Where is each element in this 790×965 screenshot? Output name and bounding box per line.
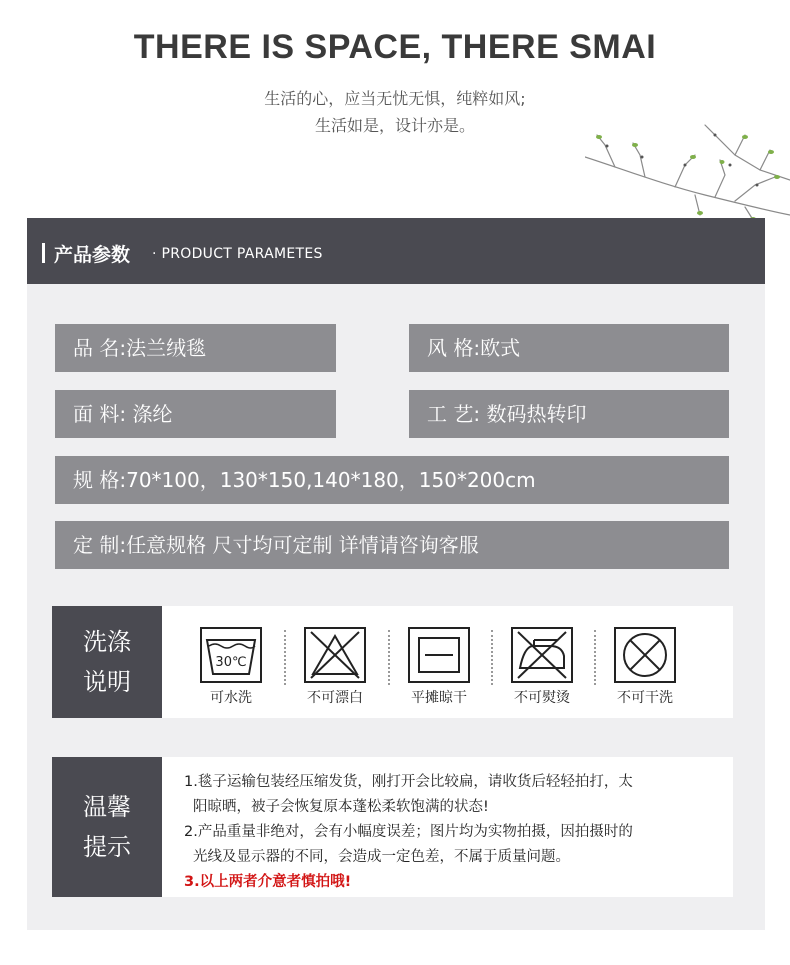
caption-no-iron: 不可熨烫	[514, 690, 570, 706]
param-size: 规 格:70*100，130*150,140*180，150*200cm	[55, 456, 729, 504]
caption-no-bleach: 不可漂白	[307, 690, 363, 706]
param-material: 面 料: 涤纶	[55, 390, 336, 438]
no-dry-clean-icon	[613, 626, 677, 684]
section-header-bar	[27, 218, 765, 284]
wash-label	[52, 606, 162, 718]
washtub-30-icon	[199, 626, 263, 684]
tips-label	[52, 757, 162, 897]
param-name: 品 名:法兰绒毯	[55, 324, 336, 372]
wash-label-line1: 洗涤	[83, 628, 131, 656]
divider	[284, 630, 286, 685]
section-title-cn: 产品参数	[54, 244, 131, 266]
flat-dry-icon	[407, 626, 471, 684]
divider	[594, 630, 596, 685]
divider	[388, 630, 390, 685]
caption-flat-dry: 平摊晾干	[411, 690, 467, 706]
hero-slogan-line2: 生活如是，设计亦是。	[314, 116, 475, 135]
tips-label-line1: 温馨	[83, 793, 131, 821]
branch-decoration	[585, 115, 790, 225]
no-iron-icon	[510, 626, 574, 684]
divider	[491, 630, 493, 685]
param-custom: 定 制:任意规格 尺寸均可定制 详情请咨询客服	[55, 521, 729, 569]
tip-line-5-warning: 3.以上两者介意者慎拍哦!	[184, 874, 352, 890]
no-bleach-icon	[303, 626, 367, 684]
section-title-en: · PRODUCT PARAMETES	[152, 246, 323, 262]
param-style: 风 格:欧式	[409, 324, 729, 372]
tip-line-4: 光线及显示器的不同，会造成一定色差，不属于质量问题。	[193, 849, 570, 865]
wash-label-line2: 说明	[83, 668, 131, 696]
tip-line-3: 2.产品重量非绝对，会有小幅度误差；图片均为实物拍摄，因拍摄时的	[184, 824, 633, 840]
caption-washable: 可水洗	[210, 690, 252, 706]
header-marker	[42, 243, 45, 263]
caption-no-dry-clean: 不可干洗	[617, 690, 673, 706]
param-craft: 工 艺: 数码热转印	[409, 390, 729, 438]
hero-title: THERE IS SPACE, THERE SMAI	[133, 28, 657, 66]
tip-line-2: 阳晾晒，被子会恢复原本蓬松柔软饱满的状态!	[193, 799, 489, 815]
hero-slogan-line1: 生活的心，应当无忧无惧，纯粹如风;	[264, 89, 526, 108]
tip-line-1: 1.毯子运输包装经压缩发货，刚打开会比较扁，请收货后轻轻拍打，太	[184, 774, 633, 790]
wash-temp-label: 30℃	[215, 655, 247, 670]
tips-label-line2: 提示	[83, 833, 131, 861]
